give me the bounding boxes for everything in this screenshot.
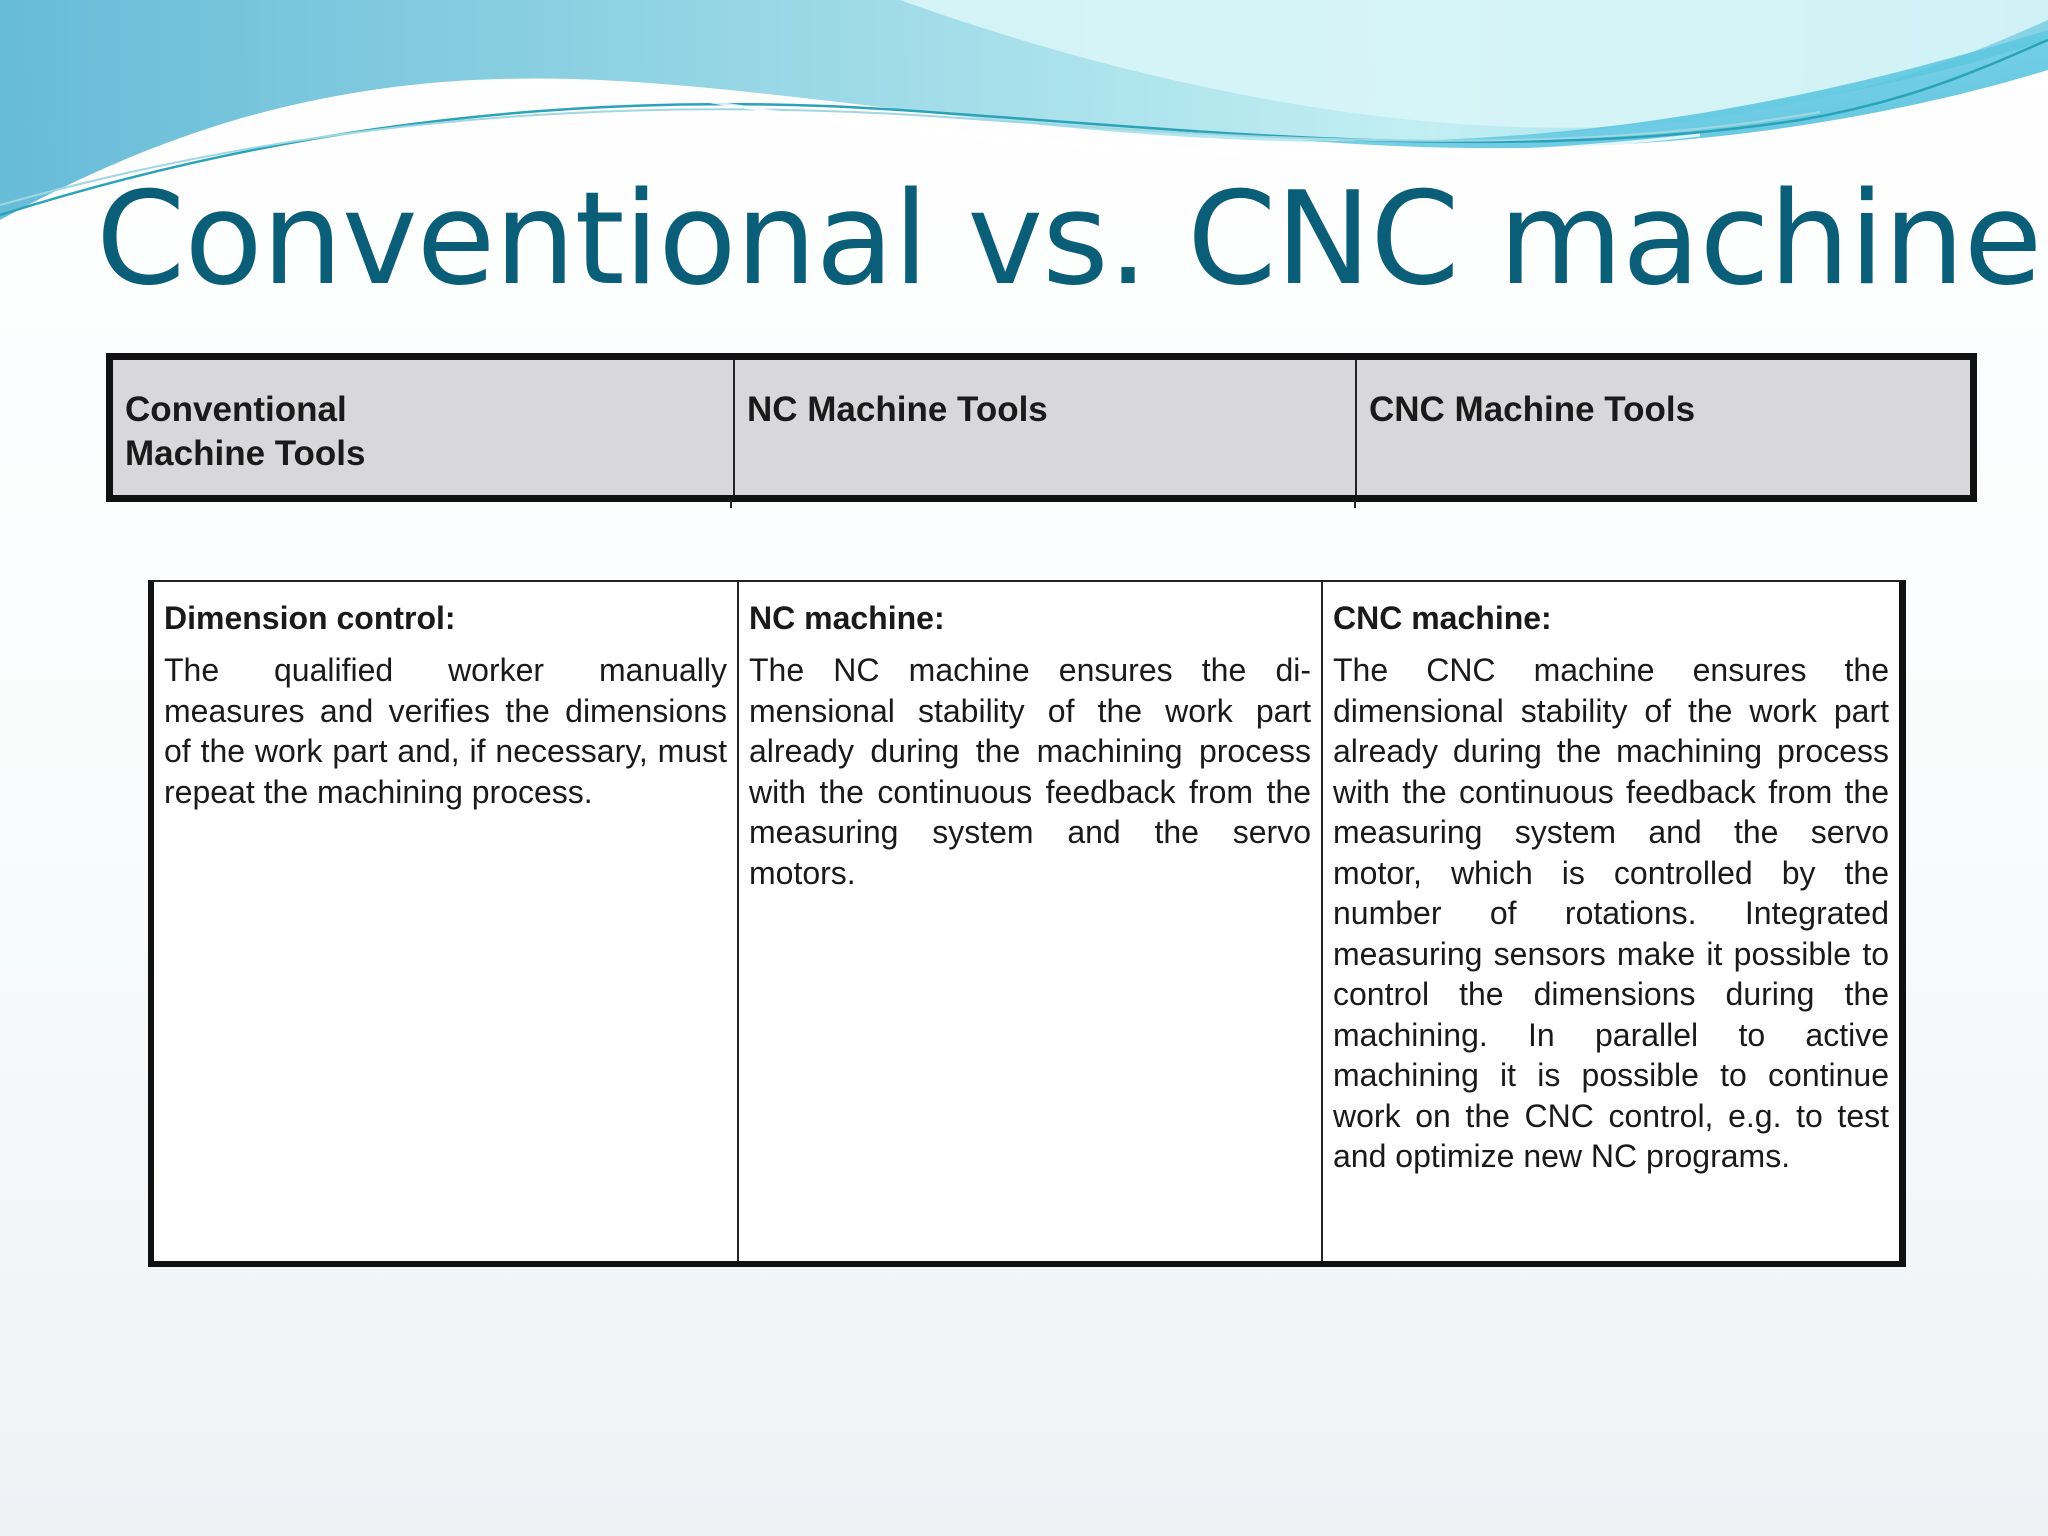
cell-heading-nc-machine: NC machine:	[749, 600, 945, 636]
comparison-table	[148, 580, 1906, 1267]
header-divider-stub	[730, 500, 732, 508]
header-label-conventional: Conventional Machine Tools	[125, 390, 366, 473]
cell-text-nc: The NC machine ensures the dimensional stability of the work part already during the machining process with the continuous feedback from the measuring system and the servo motors.	[749, 652, 1311, 891]
header-cnc-machine-tools	[1357, 360, 1970, 495]
cell-text-conventional: The qualified worker manually measures and verifies the dimensions of the work part and, if necessary, must repeat the machining process.	[164, 652, 727, 810]
header-label-cnc: CNC Machine Tools	[1369, 390, 1696, 429]
cell-cnc	[1323, 582, 1899, 1261]
header-label-nc: NC Machine Tools	[747, 390, 1048, 429]
header-conventional-machine-tools	[113, 360, 735, 495]
cell-heading-cnc-machine: CNC machine:	[1333, 600, 1552, 636]
cell-text-cnc: The CNC machine ensures the dimensional stability of the work part already during the machining process with the continuous feedback from the measuring system and the servo motor, which is controlled by the number of rotations. Integrated measuring sensors make it possible to control the dimensions during the machining. In parallel to active machining it is possible to continue work on the CNC control, e.g. to test and optimize new NC programs.	[1333, 652, 1889, 1174]
slide-title: Conventional vs. CNC machine	[96, 165, 2042, 314]
header-table	[106, 353, 1977, 502]
cell-heading-dimension-control: Dimension control:	[164, 600, 456, 636]
cell-nc	[739, 582, 1323, 1261]
cell-conventional	[154, 582, 739, 1261]
header-nc-machine-tools	[735, 360, 1357, 495]
header-divider-stub	[1354, 500, 1356, 508]
